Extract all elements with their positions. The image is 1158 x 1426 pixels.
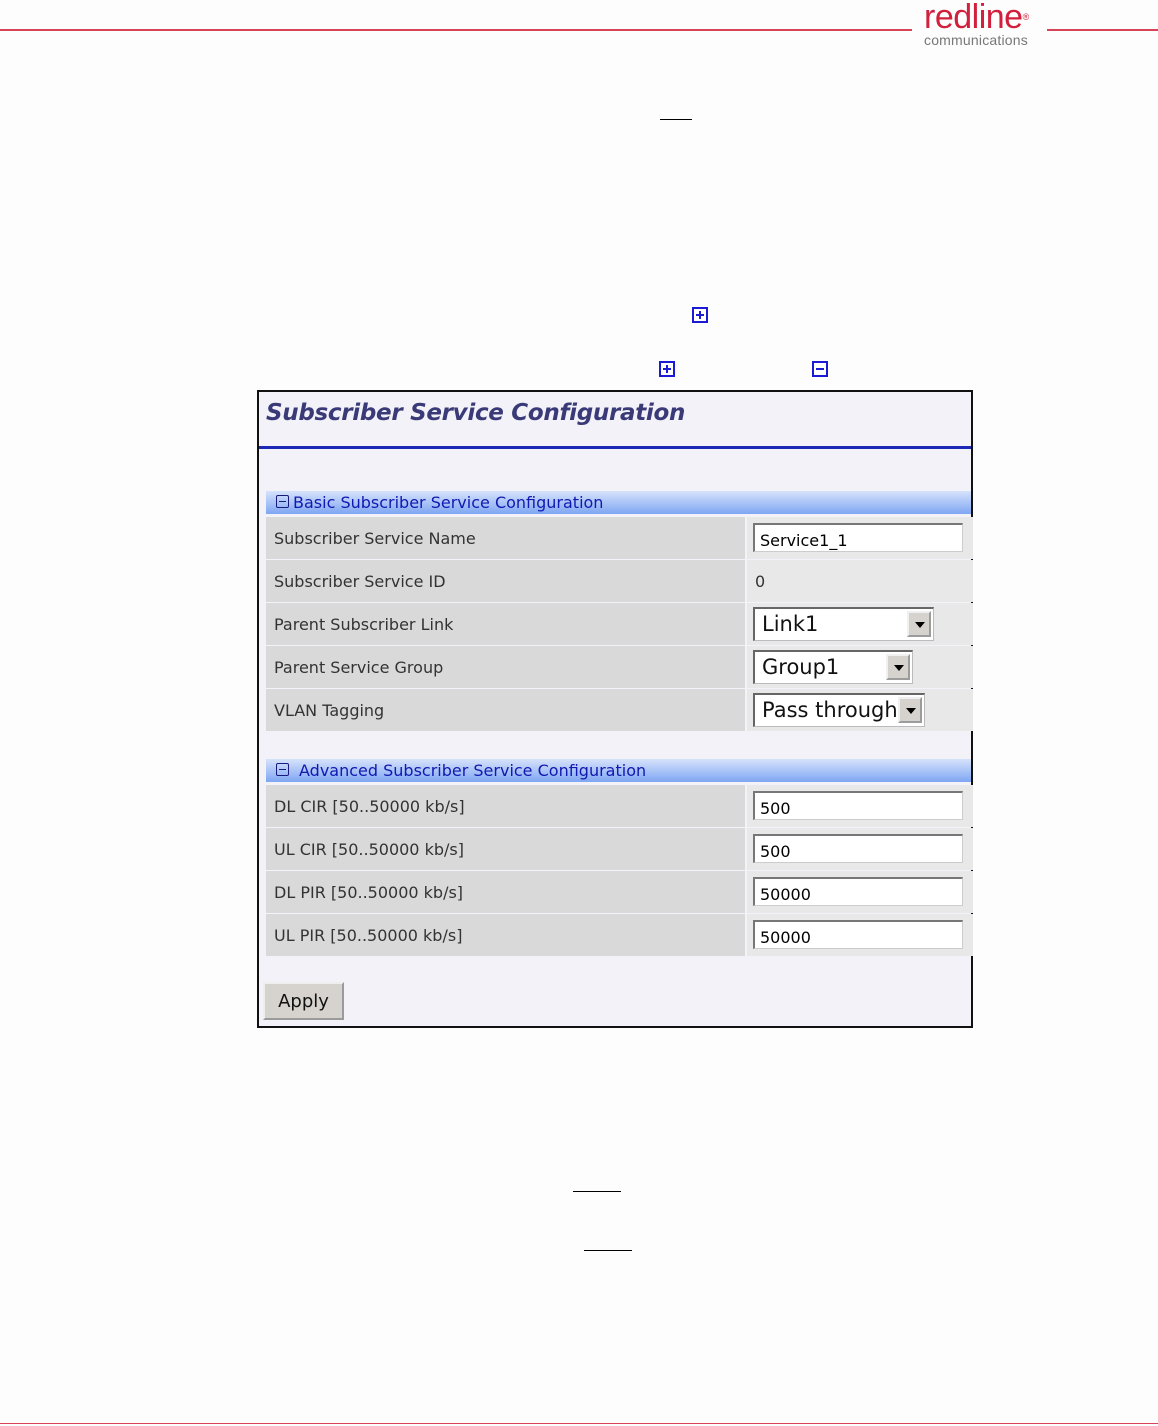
ul-cir-input[interactable]: 500 [753,834,963,863]
vlan-tagging-select[interactable] [753,693,925,727]
row-dl-cir [266,785,973,827]
row-service-name [266,517,973,559]
parent-link-value: Link1 [762,612,819,636]
row-ul-pir [266,914,973,956]
chevron-down-icon[interactable] [907,611,931,637]
row-parent-group [266,646,973,688]
service-id-value: 0 [755,572,766,591]
advanced-section-title: Advanced Subscriber Service Configuration [299,761,647,780]
dl-cir-input[interactable]: 500 [753,791,963,820]
ul-pir-input[interactable]: 50000 [753,920,963,949]
collapse-icon [812,361,828,377]
basic-section-header[interactable] [266,491,971,514]
parent-group-value: Group1 [762,655,840,679]
row-ul-cir [266,828,973,870]
panel-title: Subscriber Service Configuration [266,400,686,426]
parent-link-select[interactable] [753,607,934,641]
advanced-section-header[interactable] [266,759,971,782]
vlan-tagging-label: VLAN Tagging [274,701,385,720]
chevron-down-icon[interactable] [898,697,922,723]
header-rule-right [1047,29,1158,31]
service-name-label: Subscriber Service Name [274,529,476,548]
collapse-icon[interactable] [276,763,289,776]
dl-pir-label: DL PIR [50..50000 kb/s] [274,883,464,902]
row-dl-pir [266,871,973,913]
underline-mark-3 [584,1250,632,1251]
basic-section-title: Basic Subscriber Service Configuration [293,493,604,512]
ul-cir-label: UL CIR [50..50000 kb/s] [274,840,464,859]
apply-button[interactable]: Apply [263,982,344,1020]
logo-tagline: communications [924,32,1028,48]
row-service-id [266,560,973,602]
title-rule [259,446,971,449]
expand-icon [692,307,708,323]
subscriber-service-config-panel [257,390,973,1028]
vlan-tagging-value: Pass through [762,698,898,722]
service-id-label: Subscriber Service ID [274,572,446,591]
underline-mark-2 [573,1191,621,1192]
parent-link-label: Parent Subscriber Link [274,615,454,634]
row-parent-link [266,603,973,645]
dl-pir-input[interactable]: 50000 [753,877,963,906]
redline-logo [924,2,1044,47]
collapse-icon[interactable] [276,495,289,508]
ul-pir-label: UL PIR [50..50000 kb/s] [274,926,463,945]
footer-rule [0,1423,1158,1424]
underline-mark-1 [660,119,692,120]
row-vlan-tagging [266,689,973,731]
header-rule-left [0,29,912,31]
logo-wordmark: redline [924,0,1023,36]
parent-group-label: Parent Service Group [274,658,444,677]
expand-icon [659,361,675,377]
logo-registered: ® [1022,12,1029,22]
dl-cir-label: DL CIR [50..50000 kb/s] [274,797,465,816]
parent-group-select[interactable] [753,650,913,684]
chevron-down-icon[interactable] [886,654,910,680]
service-name-input[interactable]: Service1_1 [753,523,963,552]
